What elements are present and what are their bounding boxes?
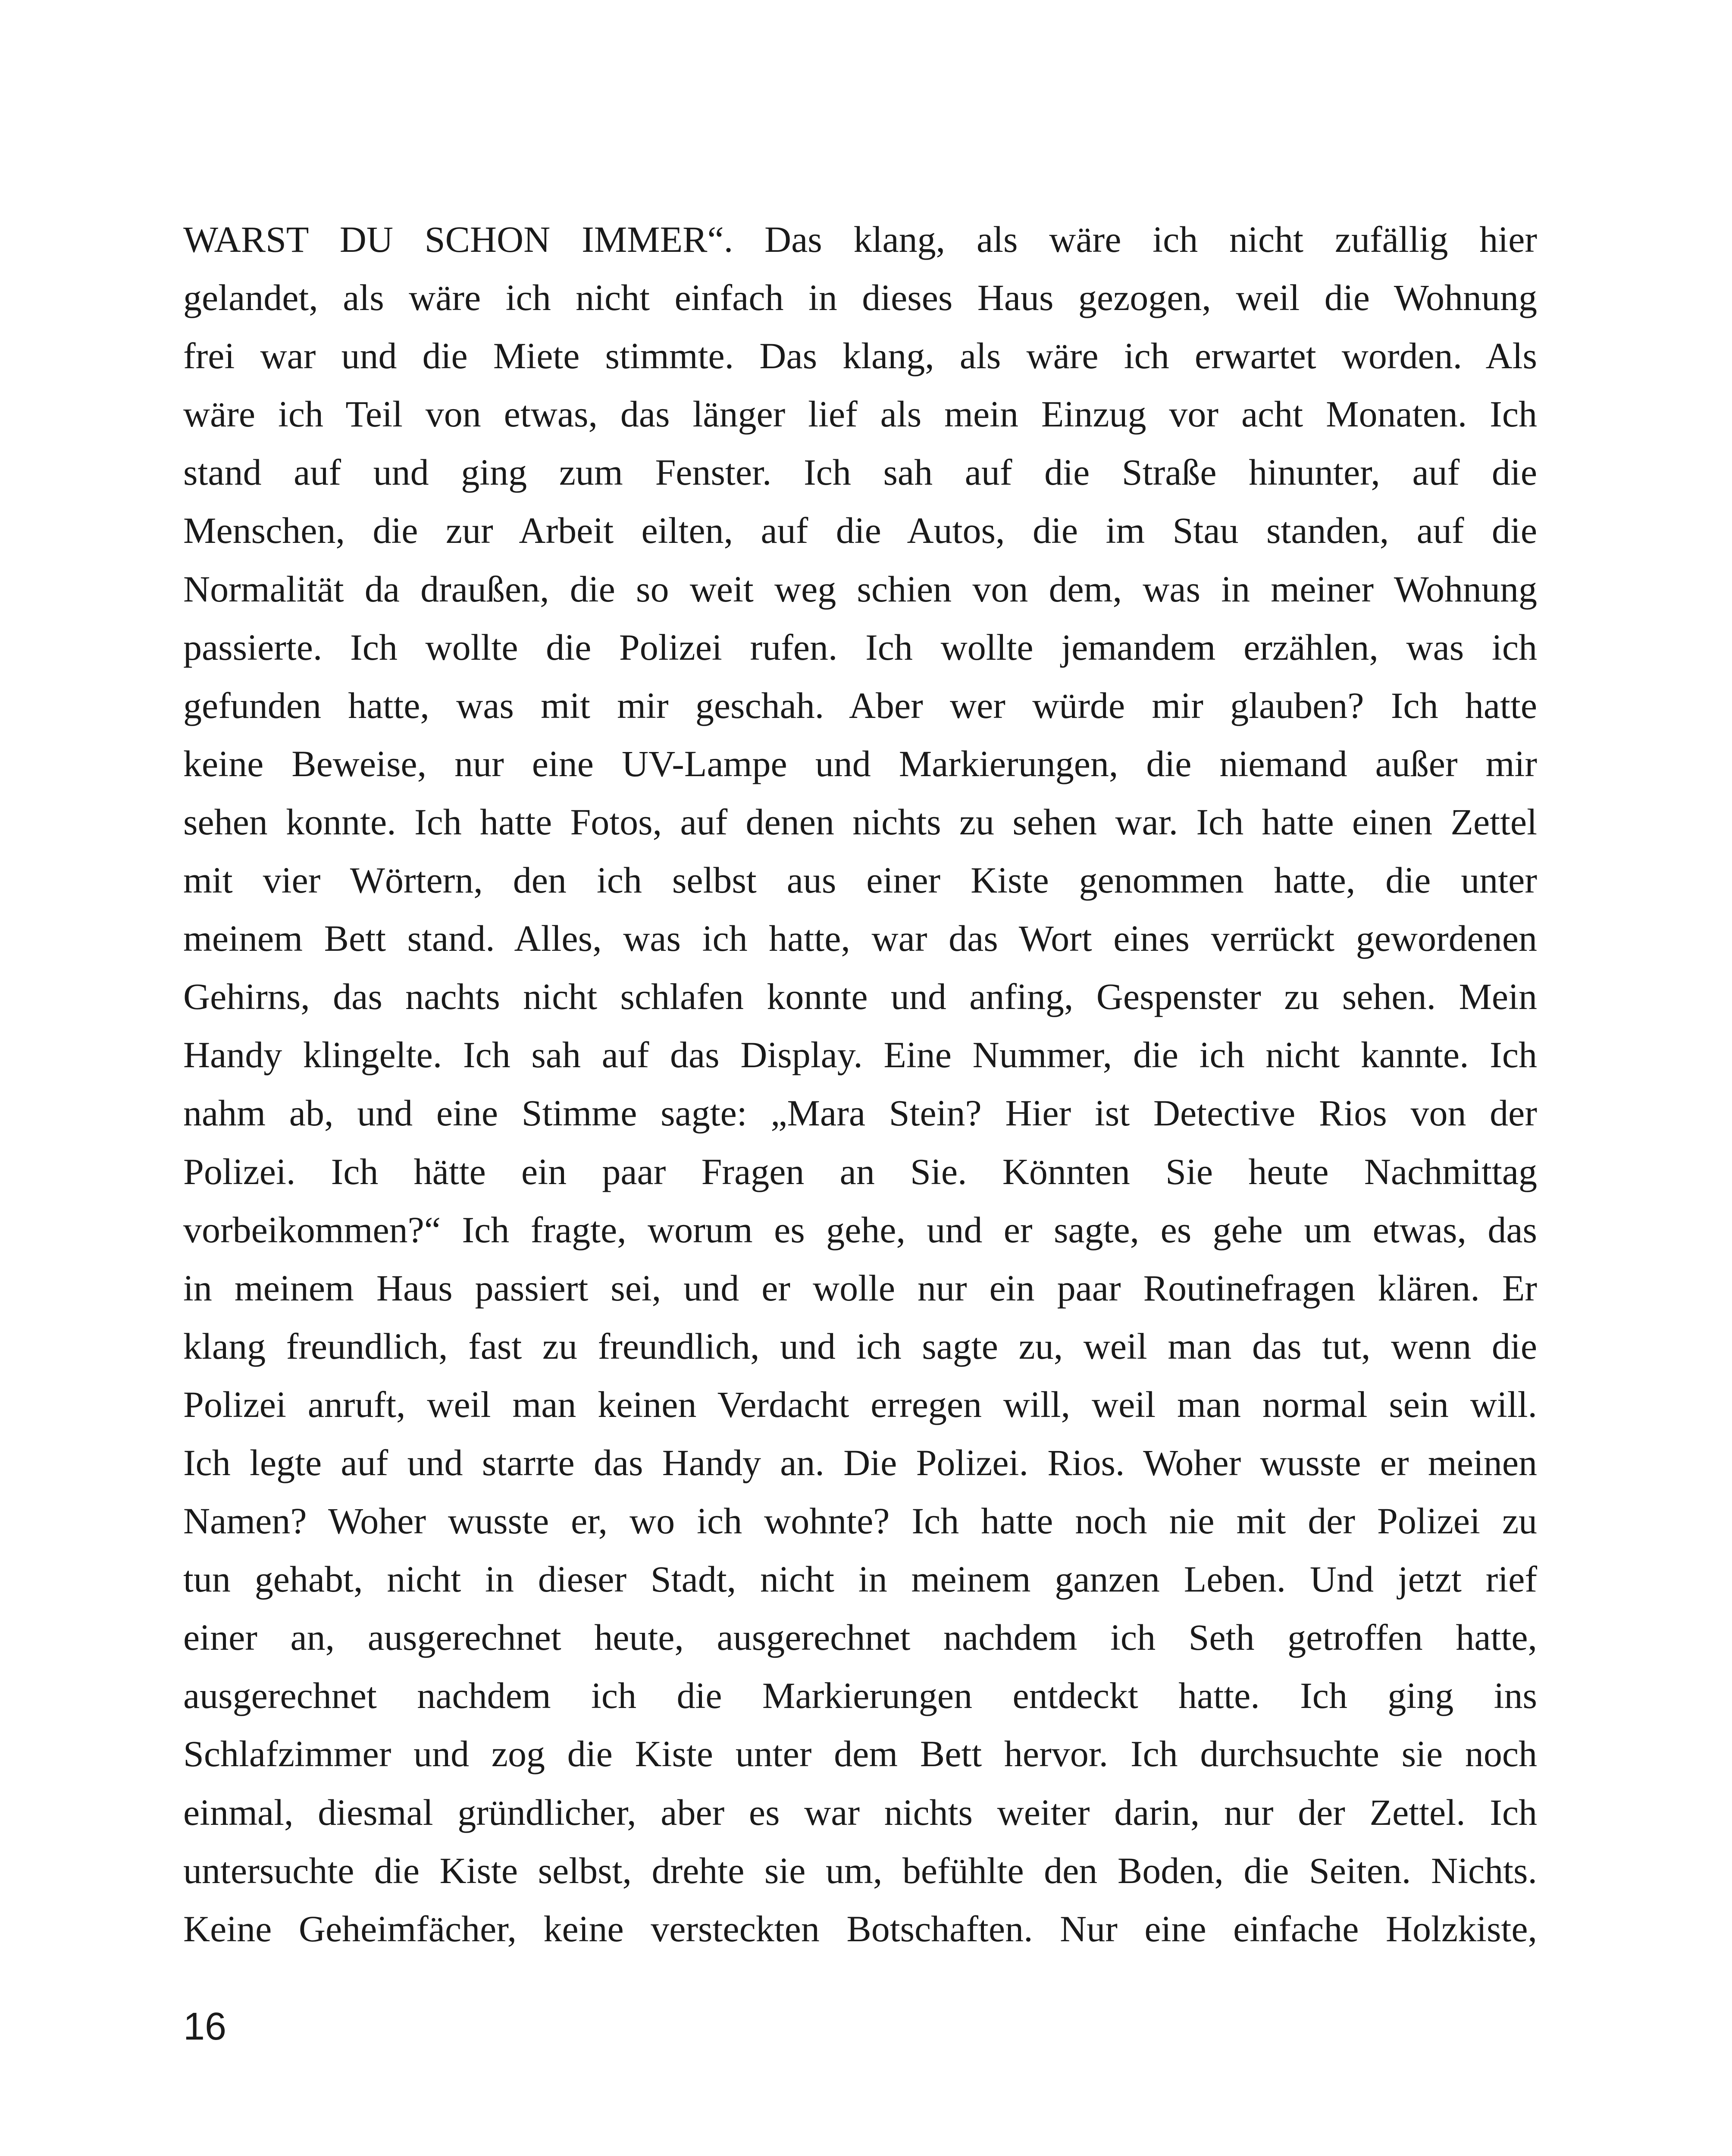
- text-line: WARST DU SCHON IMMER“. Das klang, als wäre ich nicht zufällig hier: [183, 219, 1537, 260]
- text-line: sehen konnte. Ich hatte Fotos, auf denen nichts zu sehen war. Ich hatte einen Zettel: [183, 801, 1537, 843]
- text-line: Ich legte auf und starrte das Handy an. Die Polizei. Rios. Woher wusste er meinen: [183, 1442, 1537, 1483]
- text-line: untersuchte die Kiste selbst, drehte sie um, befühlte den Boden, die Seiten. Nichts.: [183, 1849, 1537, 1891]
- text-line: nahm ab, und eine Stimme sagte: „Mara Stein? Hier ist Detective Rios von der: [183, 1092, 1537, 1134]
- text-line: passierte. Ich wollte die Polizei rufen. Ich wollte jemandem erzählen, was ich: [183, 626, 1537, 668]
- page-number: 16: [183, 2005, 227, 2048]
- text-line: klang freundlich, fast zu freundlich, und ich sagte zu, weil man das tut, wenn die: [183, 1325, 1537, 1367]
- text-line: vorbeikommen?“ Ich fragte, worum es gehe, und er sagte, es gehe um etwas, das: [183, 1209, 1537, 1250]
- text-line: Keine Geheimfächer, keine versteckten Botschaften. Nur eine einfache Holzkiste,: [183, 1908, 1537, 1949]
- text-line: tun gehabt, nicht in dieser Stadt, nicht in meinem ganzen Leben. Und jetzt rief: [183, 1558, 1537, 1600]
- text-line: einmal, diesmal gründlicher, aber es war nichts weiter darin, nur der Zettel. Ich: [183, 1791, 1537, 1833]
- text-line: meinem Bett stand. Alles, was ich hatte, war das Wort eines verrückt gewordenen: [183, 918, 1537, 959]
- text-line: Schlafzimmer und zog die Kiste unter dem Bett hervor. Ich durchsuchte sie noch: [183, 1733, 1537, 1775]
- text-line: Polizei. Ich hätte ein paar Fragen an Sie. Könnten Sie heute Nachmittag: [183, 1150, 1537, 1192]
- text-line: einer an, ausgerechnet heute, ausgerechnet nachdem ich Seth getroffen hatte,: [183, 1617, 1537, 1658]
- text-line: in meinem Haus passiert sei, und er wolle nur ein paar Routinefragen klären. Er: [183, 1267, 1537, 1309]
- text-line: Polizei anruft, weil man keinen Verdacht erregen will, weil man normal sein will.: [183, 1383, 1537, 1425]
- text-line: Menschen, die zur Arbeit eilten, auf die Autos, die im Stau standen, auf die: [183, 510, 1537, 552]
- text-line: wäre ich Teil von etwas, das länger lief als mein Einzug vor acht Monaten. Ich: [183, 393, 1537, 435]
- text-line: gelandet, als wäre ich nicht einfach in dieses Haus gezogen, weil die Wohnung: [183, 277, 1537, 319]
- text-line: ausgerechnet nachdem ich die Markierungen entdeckt hatte. Ich ging ins: [183, 1675, 1537, 1717]
- text-line: stand auf und ging zum Fenster. Ich sah auf die Straße hinunter, auf die: [183, 451, 1537, 493]
- text-line: Gehirns, das nachts nicht schlafen konnte und anfing, Gespenster zu sehen. Mein: [183, 976, 1537, 1018]
- text-line: gefunden hatte, was mit mir geschah. Aber wer würde mir glauben? Ich hatte: [183, 684, 1537, 726]
- body-text: [183, 210, 1537, 1958]
- text-line: frei war und die Miete stimmte. Das klang, als wäre ich erwartet worden. Als: [183, 335, 1537, 377]
- text-line: Normalität da draußen, die so weit weg schien von dem, was in meiner Wohnung: [183, 568, 1537, 610]
- text-line: keine Beweise, nur eine UV-Lampe und Markierungen, die niemand außer mir: [183, 743, 1537, 784]
- text-line: Handy klingelte. Ich sah auf das Display. Eine Nummer, die ich nicht kannte. Ich: [183, 1034, 1537, 1076]
- text-line: mit vier Wörtern, den ich selbst aus einer Kiste genommen hatte, die unter: [183, 859, 1537, 901]
- text-line: Namen? Woher wusste er, wo ich wohnte? Ich hatte noch nie mit der Polizei zu: [183, 1500, 1537, 1542]
